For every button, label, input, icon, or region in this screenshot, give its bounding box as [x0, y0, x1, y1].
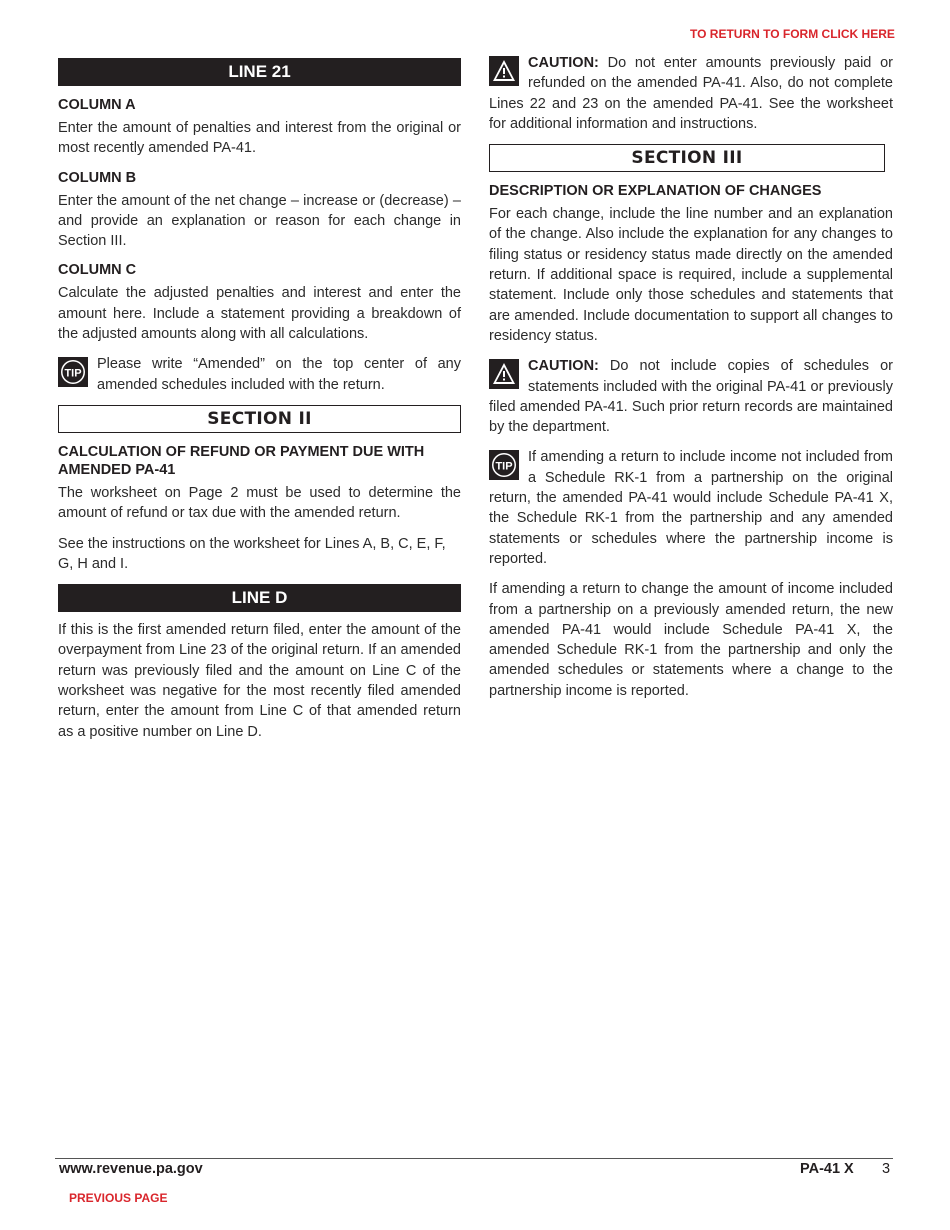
footer-website: www.revenue.pa.gov [59, 1161, 203, 1177]
left-column [58, 58, 461, 752]
line-d-header: LINE D [58, 584, 461, 612]
section-ii-heading: CALCULATION OF REFUND OR PAYMENT DUE WITH AMENDED PA-41 [58, 443, 425, 478]
caution-note-1 [489, 53, 893, 134]
line-21-header: LINE 21 [58, 58, 461, 86]
tip-note-amended [58, 354, 461, 395]
caution-icon [489, 359, 519, 389]
footer-page-number: 3 [882, 1161, 891, 1177]
tip-icon-label: TIP [495, 460, 513, 473]
partnership-change-text: If amending a return to change the amount of income included from a partnership on a previously amended return, the new amended PA-41 would include Schedule PA-41 X, the amended Schedule RK-1 from the partnership and only the amended schedules or statements where a change to the partnership income is reported. [489, 581, 893, 699]
footer-divider [55, 1158, 893, 1159]
line-d-text: If this is the first amended return filed, enter the amount of the overpayment from Line 23 of the original return. If an amended return was previously filed and the amount on Line C of the worksheet was negative for the most recently filed amended return, enter the amount from Line C of that amended return as a positive number on Line D. [58, 622, 461, 740]
column-a-text: Enter the amount of penalties and interest from the original or most recently amended PA-41. [58, 120, 461, 157]
caution-label: CAUTION: [528, 55, 599, 71]
footer-form-name: PA-41 X [800, 1161, 854, 1177]
caution-text: Do not include copies of schedules or statements included with the original PA-41 or previously filed amended PA-41. Such prior return records are maintained by the department. [489, 358, 893, 436]
right-column [489, 53, 893, 711]
column-a-heading: COLUMN A [58, 97, 136, 113]
column-c-heading: COLUMN C [58, 262, 137, 279]
tip-text: Please write “Amended” on the top center of any amended schedules included with the return. [97, 356, 461, 393]
tip-icon [489, 450, 519, 480]
section-ii-header: SECTION II [58, 405, 461, 433]
section-iii-text: For each change, include the line number and an explanation of the change. Also include the explanation for any changes to filing status or residency status made directly on the amended return. If additional space is required, include a supplemental statement. Include only those schedules and statements that are amended. Include documentation to support all changes to residency status. [489, 206, 893, 344]
previous-page-link[interactable]: PREVIOUS PAGE [69, 1191, 168, 1205]
caution-text: Do not enter amounts previously paid or refunded on the amended PA-41. Also, do not complete Lines 22 and 23 on the amended PA-41. See the worksheet for additional information and instructions. [489, 55, 893, 132]
caution-label: CAUTION: [528, 358, 599, 375]
section-iii-heading: DESCRIPTION OR EXPLANATION OF CHANGES [489, 183, 822, 200]
section-ii-para-1: The worksheet on Page 2 must be used to determine the amount of refund or tax due with the amended return. [58, 484, 461, 522]
section-iii-header: SECTION III [489, 144, 885, 172]
column-b-heading: COLUMN B [58, 169, 137, 186]
caution-note-2 [489, 356, 893, 437]
section-ii-para-2: See the instructions on the worksheet for Lines A, B, C, E, F, G, H and I. [58, 535, 446, 572]
caution-icon [489, 56, 519, 86]
tip-note-partnership [489, 447, 893, 569]
column-b-text: Enter the amount of the net change – increase or (decrease) – and provide an explanation or reason for each change in Section III. [58, 192, 461, 250]
tip-icon [58, 357, 88, 387]
column-c-text: Calculate the adjusted penalties and interest and enter the amount here. Include a statement providing a breakdown of the adjusted amounts along with all calculations. [58, 285, 461, 343]
tip-icon-label: TIP [64, 367, 82, 380]
return-to-form-link[interactable]: TO RETURN TO FORM CLICK HERE [690, 27, 895, 41]
tip-text: If amending a return to include income not included from a Schedule RK-1 from a partnership on the original return, the amended PA-41 would include Schedule PA-41 X, the Schedule RK-1 from the partnership and any amended statements or schedules where the partnership income is reported. [489, 449, 893, 567]
